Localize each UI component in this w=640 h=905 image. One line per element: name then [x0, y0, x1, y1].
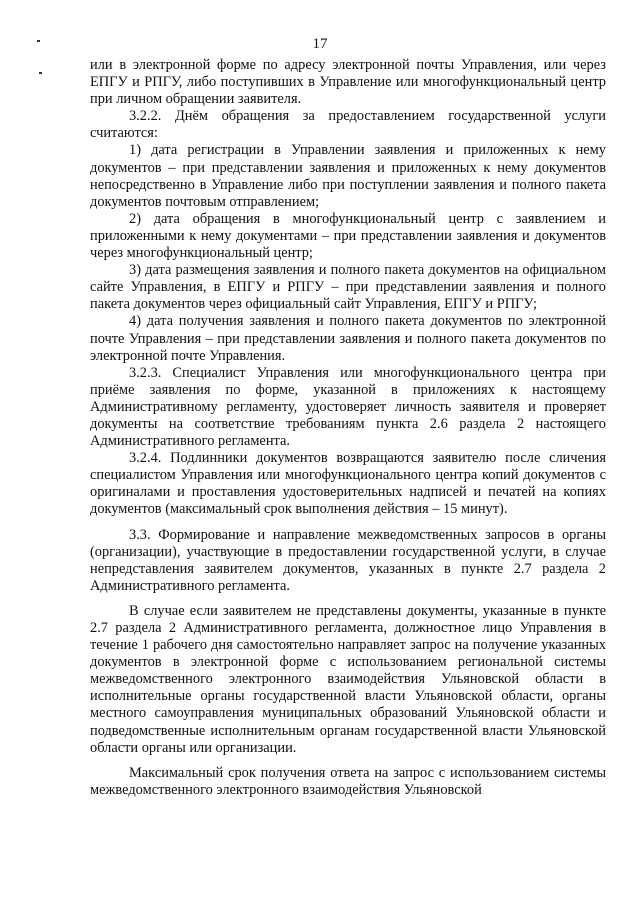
page-number: 17 — [312, 36, 328, 52]
paragraph: или в электронной форме по адресу электронной почты Управления, или через ЕПГУ и РПГУ, либо поступивших в Управление или многофункциональный центр при личном обращении заявителя. — [90, 57, 606, 108]
paragraph: 3.2.3. Специалист Управления или многофункционального центра при приёме заявления по форме, указанной в приложениях к настоящему Административному регламенту, удостоверяет личность заявителя и проверяет документы на соответствие требованиям пункта 2.6 раздела 2 настоящего Административного регламента. — [90, 364, 606, 450]
section-heading: 3.3. Формирование и направление межведомственных запросов в органы (организации), участвующие в предоставлении государственной услуги, в случае непредставления заявителем документов, указанных в пункте 2.7 раздела 2 Административного регламента. — [90, 526, 606, 594]
list-item: 2) дата обращения в многофункциональный центр с заявлением и приложенными к нему документами – при представлении заявления и документов через многофункциональный центр; — [90, 210, 606, 262]
list-item: 4) дата получения заявления и полного пакета документов по электронной почте Управления – при представлении заявления и полного пакета документов по электронной почте Управления. — [90, 313, 606, 364]
scan-artifact-mark — [39, 72, 42, 74]
paragraph: 3.2.4. Подлинники документов возвращаются заявителю после сличения специалистом Управления или многофункционального центра копий документов с оригиналами и проставления удостоверительных надписей и печатей на копиях документов (максимальный срок выполнения действия – 15 минут). — [90, 450, 606, 518]
list-item: 3) дата размещения заявления и полного пакета документов на официальном сайте Управления, в ЕПГУ и РПГУ – при представлении заявления и полного пакета документов через официальный сайт Управления, ЕПГУ и РПГУ; — [90, 262, 606, 313]
list-item: 1) дата регистрации в Управлении заявления и приложенных к нему документов – при представлении заявления и приложенных к нему документов непосредственно в Управление либо при поступлении заявления и полного пакета документов почтовым отправлением; — [90, 142, 606, 210]
paragraph: 3.2.2. Днём обращения за предоставлением государственной услуги считаются: — [90, 108, 606, 142]
paragraph: Максимальный срок получения ответа на запрос с использованием системы межведомственного электронного взаимодействия Ульяновской — [90, 764, 606, 798]
document-body — [90, 57, 606, 799]
paragraph: В случае если заявителем не представлены документы, указанные в пункте 2.7 раздела 2 Административного регламента, должностное лицо Управления в течение 1 рабочего дня самостоятельно направляет запрос на получение указанных документов в электронной форме с использованием региональной системы межведомственного электронного взаимодействия Ульяновской области в исполнительные органы государственной власти Ульяновской области, органы местного самоуправления муниципальных образований Ульяновской области и подведомственные исполнительным органам государственной власти Ульяновской области органы или организации. — [90, 602, 606, 756]
